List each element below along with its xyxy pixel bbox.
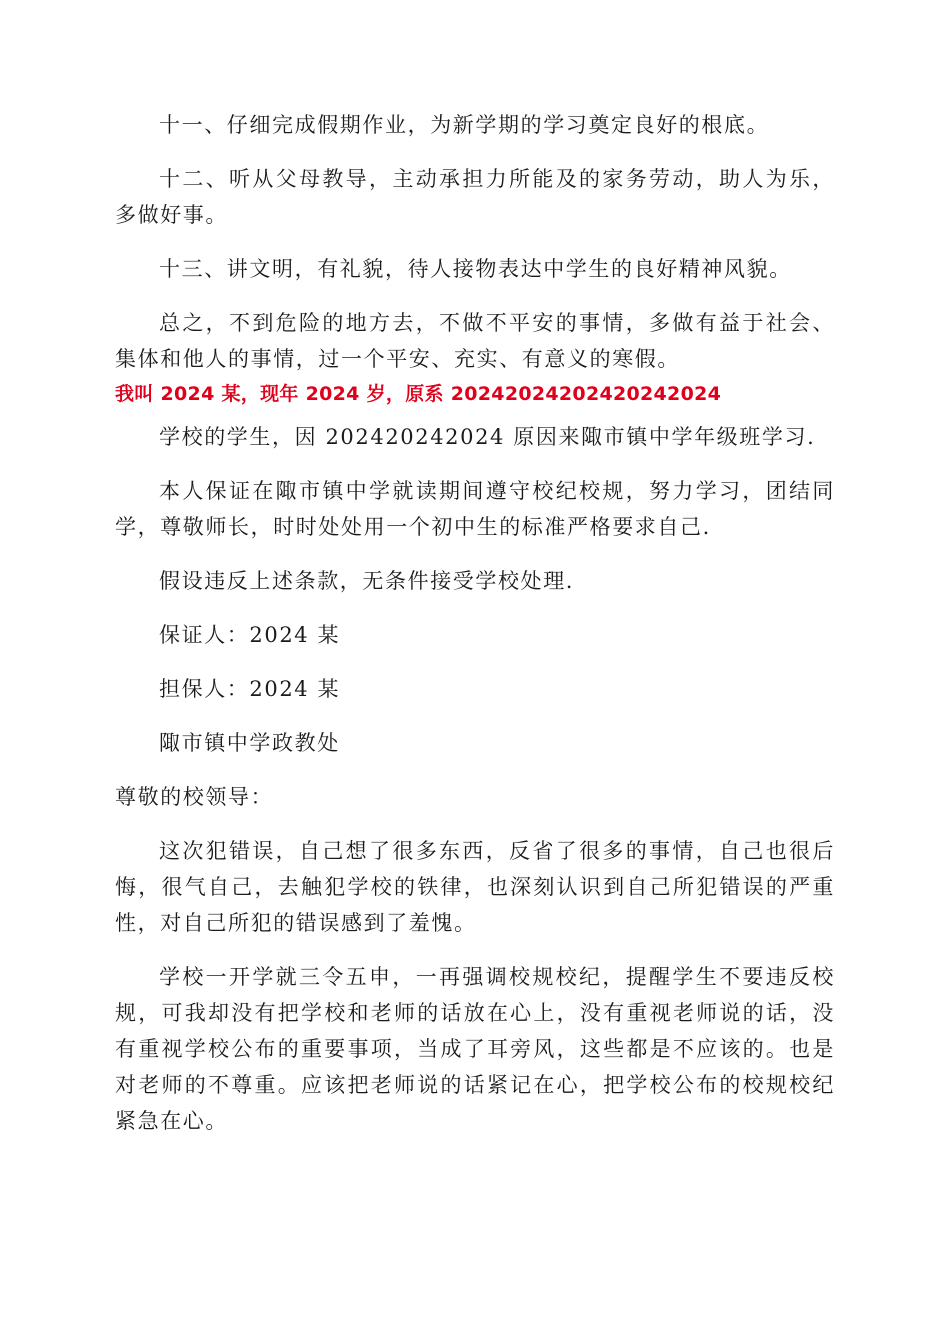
pledge-guarantor: 保证人：2024 某 <box>159 623 341 647</box>
section-heading: 我叫 2024 某，现年 2024 岁，原系 20242024202420242024 <box>115 383 722 405</box>
paragraph-summary: 总之，不到危险的地方去，不做不平安的事情，多做有益于社会、集体和他人的事情，过一个平安、充实、有意义的寒假。 <box>115 311 835 371</box>
pledge-intro: 学校的学生，因 202420242024 原因来陬市镇中学年级班学习. <box>159 425 816 449</box>
letter-salutation: 尊敬的校领导： <box>115 785 274 809</box>
letter-paragraph-1: 这次犯错误，自己想了很多东西，反省了很多的事情，自己也很后悔，很气自己，去触犯学校的铁律，也深刻认识到自己所犯错误的严重性，对自己所犯的错误感到了羞愧。 <box>115 839 835 935</box>
pledge-sponsor: 担保人：2024 某 <box>159 677 341 701</box>
pledge-promise: 本人保证在陬市镇中学就读期间遵守校纪校规，努力学习，团结同学，尊敬师长，时时处处用一个初中生的标准严格要求自己. <box>115 479 835 539</box>
pledge-consequence: 假设违反上述条款，无条件接受学校处理. <box>159 569 575 593</box>
paragraph-item-12: 十二、听从父母教导，主动承担力所能及的家务劳动，助人为乐，多做好事。 <box>115 167 835 227</box>
letter-paragraph-2: 学校一开学就三令五申，一再强调校规校纪，提醒学生不要违反校规，可我却没有把学校和老师的话放在心上，没有重视老师说的话，没有重视学校公布的重要事项，当成了耳旁风，这些都是不应该的。也是对老师的不尊重。应该把老师说的话紧记在心，把学校公布的校规校纪紧急在心。 <box>115 965 835 1133</box>
pledge-office: 陬市镇中学政教处 <box>159 731 340 755</box>
paragraph-item-11: 十一、仔细完成假期作业，为新学期的学习奠定良好的根底。 <box>159 113 770 137</box>
document-body <box>115 107 835 1139</box>
paragraph-item-13: 十三、讲文明，有礼貌，待人接物表达中学生的良好精神风貌。 <box>159 257 792 281</box>
